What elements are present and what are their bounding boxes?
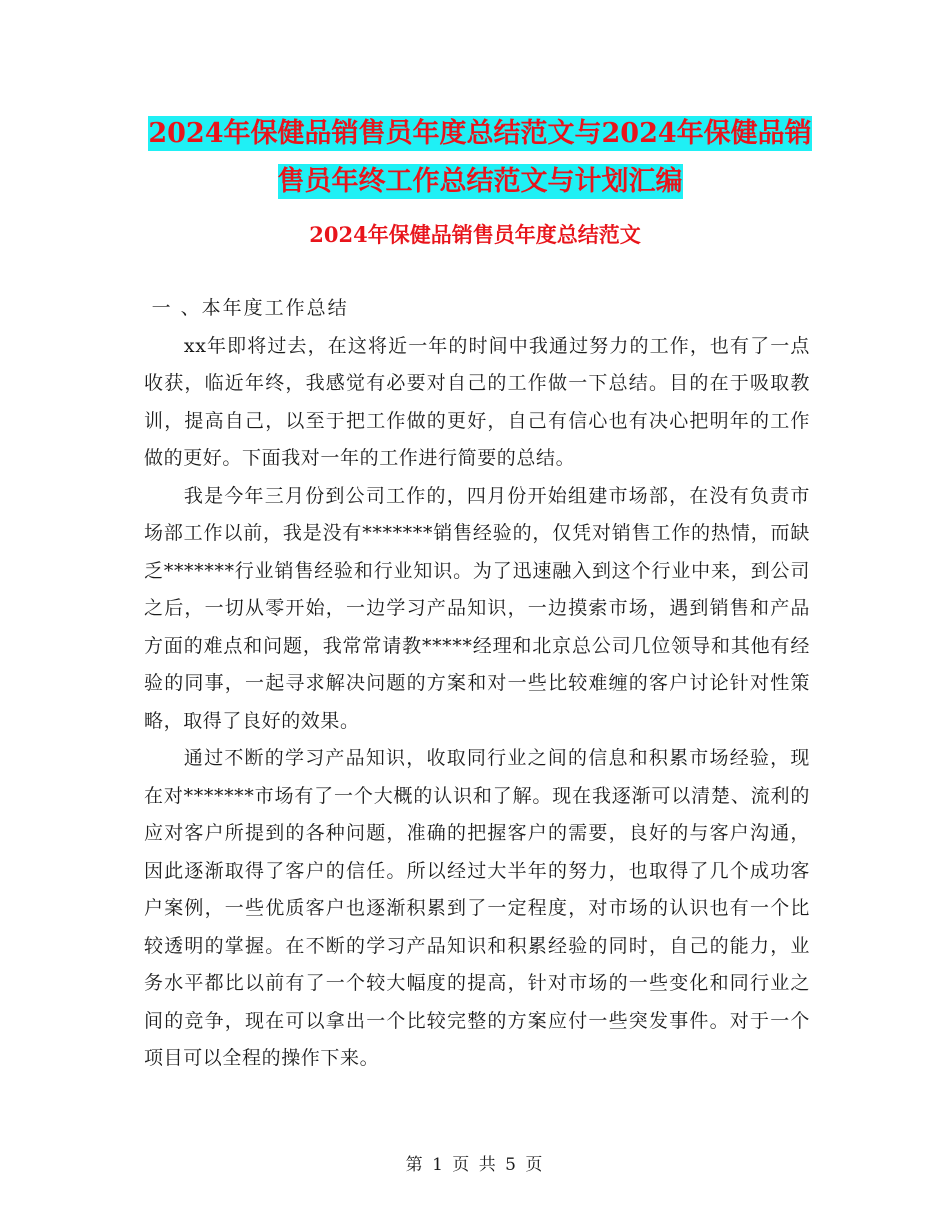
document-body (144, 290, 810, 1078)
page-footer: 第 1 页 共 5 页 (405, 1155, 545, 1175)
document-title-line-1: 2024年保健品销售员年度总结范文与2024年保健品销 (148, 118, 812, 149)
paragraph: 通过不断的学习产品知识，收取同行业之间的信息和积累市场经验，现在对*******市场有了一个大概的认识和了解。现在我逐渐可以清楚、流利的应对客户所提到的各种问题，准确的把握客户的需要，良好的与客户沟通，因此逐渐取得了客户的信任。所以经过大半年的努力，也取得了几个成功客户案例，一些优质客户也逐渐积累到了一定程度，对市场的认识也有一个比较透明的掌握。在不断的学习产品知识和积累经验的同时，自己的能力，业务水平都比以前有了一个较大幅度的提高，针对市场的一些变化和同行业之间的竞争，现在可以拿出一个比较完整的方案应付一些突发事件。对于一个项目可以全程的操作下来。 (144, 747, 810, 1069)
document-title-line-2: 售员年终工作总结范文与计划汇编 (277, 166, 683, 197)
paragraph: xx年即将过去，在这将近一年的时间中我通过努力的工作，也有了一点收获，临近年终，我感觉有必要对自己的工作做一下总结。目的在于吸取教训，提高自己，以至于把工作做的更好，自己有信心也有决心把明年的工作做的更好。下面我对一年的工作进行简要的总结。 (144, 334, 810, 469)
document-title (140, 110, 820, 206)
subheading: 一 、本年度工作总结 (151, 297, 349, 319)
paragraph: 我是今年三月份到公司工作的，四月份开始组建市场部，在没有负责市场部工作以前，我是没有*******销售经验的，仅凭对销售工作的热情，而缺乏*******行业销售经验和行业知识。为了迅速融入到这个行业中来，到公司之后，一切从零开始，一边学习产品知识，一边摸索市场，遇到销售和产品方面的难点和问题，我常常请教*****经理和北京总公司几位领导和其他有经验的同事，一起寻求解决问题的方案和对一些比较难缠的客户讨论针对性策略，取得了良好的效果。 (144, 484, 810, 732)
section-title: 2024年保健品销售员年度总结范文 (309, 222, 641, 247)
